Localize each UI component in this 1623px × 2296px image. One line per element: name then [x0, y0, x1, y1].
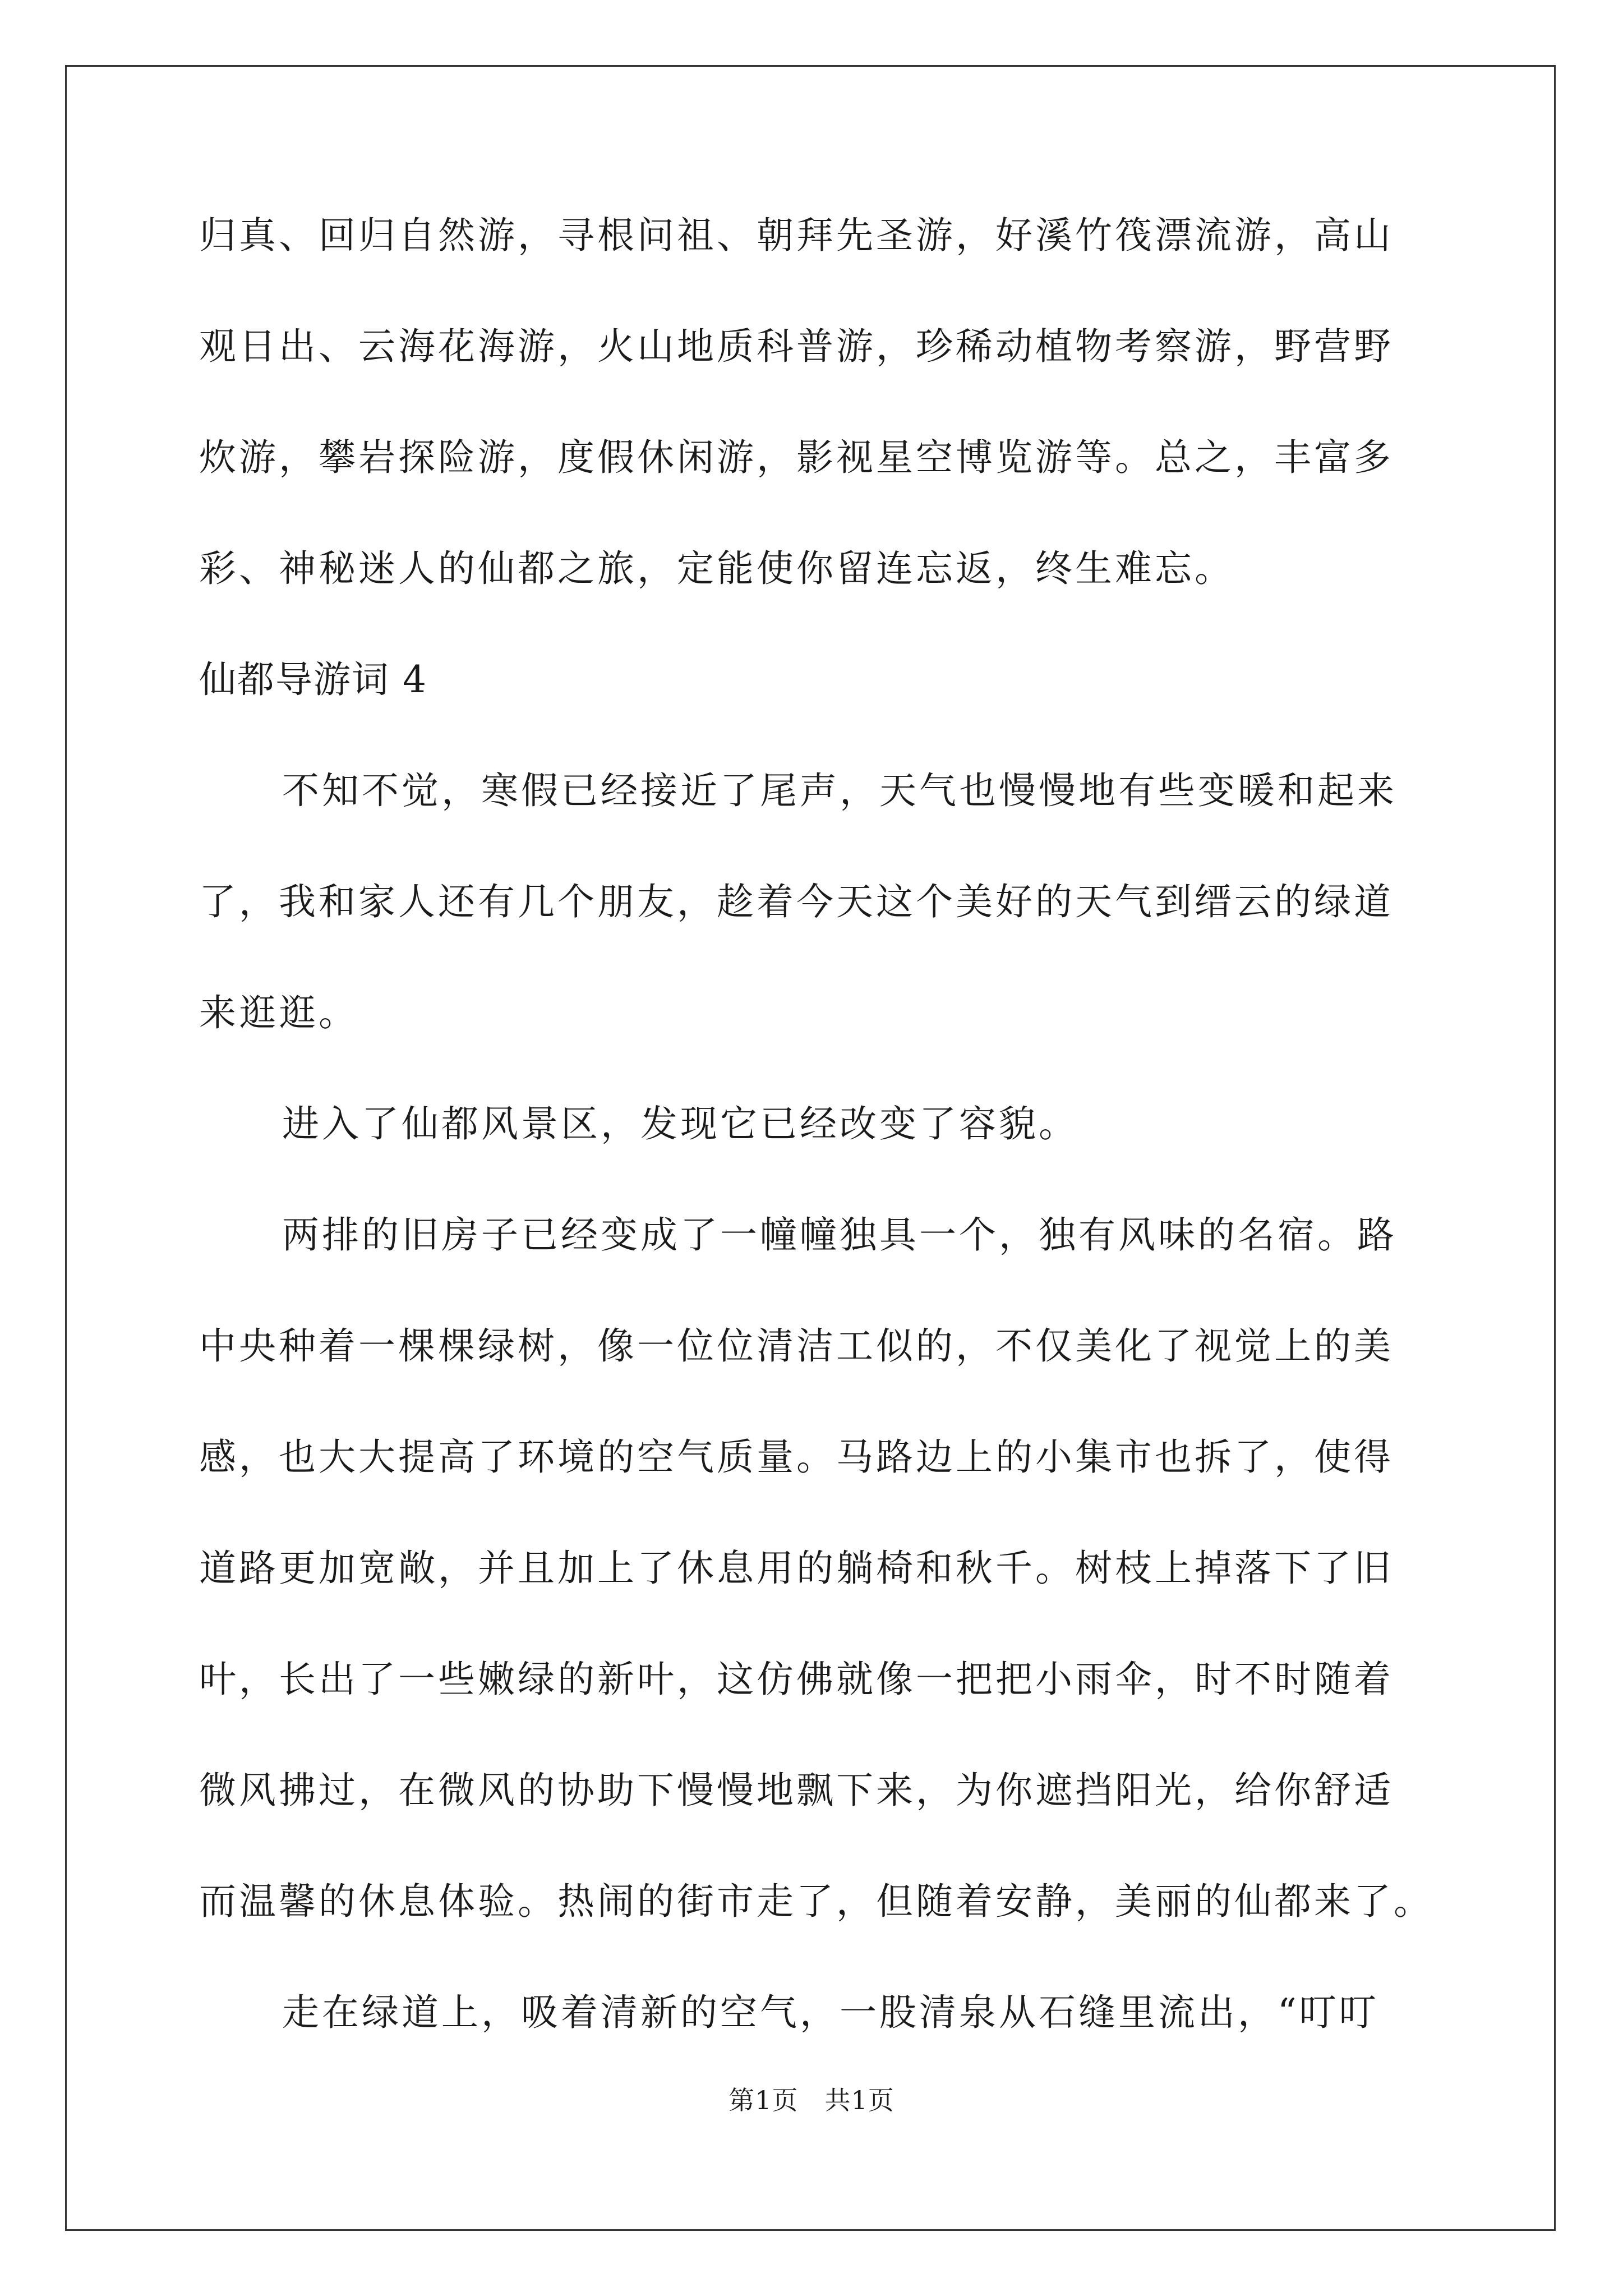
text-line: 中央种着一棵棵绿树，像一位位清洁工似的，不仅美化了视觉上的美 [199, 1324, 1394, 1368]
text-line: 叶，长出了一些嫩绿的新叶，这仿佛就像一把把小雨伞，时不时随着 [199, 1658, 1394, 1701]
text-line: 观日出、云海花海游，火山地质科普游，珍稀动植物考察游，野营野 [199, 325, 1394, 368]
text-line: 道路更加宽敞，并且加上了休息用的躺椅和秋千。树枝上掉落下了旧 [199, 1547, 1394, 1590]
text-line: 炊游，攀岩探险游，度假休闲游，影视星空博览游等。总之，丰富多 [199, 436, 1394, 479]
paragraph-first-line: 不知不觉，寒假已经接近了尾声，天气也慢慢地有些变暖和起来 [282, 769, 1397, 812]
document-body [199, 210, 1450, 2099]
page-footer: 第1页 共1页 [728, 2085, 895, 2115]
text-line: 而温馨的休息体验。热闹的街市走了，但随着安静，美丽的仙都来了。 [199, 1880, 1433, 1923]
section-heading: 仙都导游词 4 [199, 658, 427, 701]
paragraph-first-line: 走在绿道上，吸着清新的空气，一股清泉从石缝里流出，“叮叮 [282, 1991, 1379, 2034]
text-line: 了，我和家人还有几个朋友，趁着今天这个美好的天气到缙云的绿道 [199, 880, 1394, 923]
paragraph-first-line: 进入了仙都风景区，发现它已经改变了容貌。 [282, 1102, 1078, 1145]
text-line: 彩、神秘迷人的仙都之旅，定能使你留连忘返，终生难忘。 [199, 547, 1234, 590]
paragraph-first-line: 两排的旧房子已经变成了一幢幢独具一个，独有风味的名宿。路 [282, 1213, 1397, 1257]
text-line: 归真、回归自然游，寻根问祖、朝拜先圣游，好溪竹筏漂流游，高山 [199, 214, 1394, 257]
text-line: 微风拂过，在微风的协助下慢慢地飘下来，为你遮挡阳光，给你舒适 [199, 1769, 1394, 1812]
text-line: 来逛逛。 [199, 991, 358, 1034]
text-line: 感，也大大提高了环境的空气质量。马路边上的小集市也拆了，使得 [199, 1435, 1394, 1479]
